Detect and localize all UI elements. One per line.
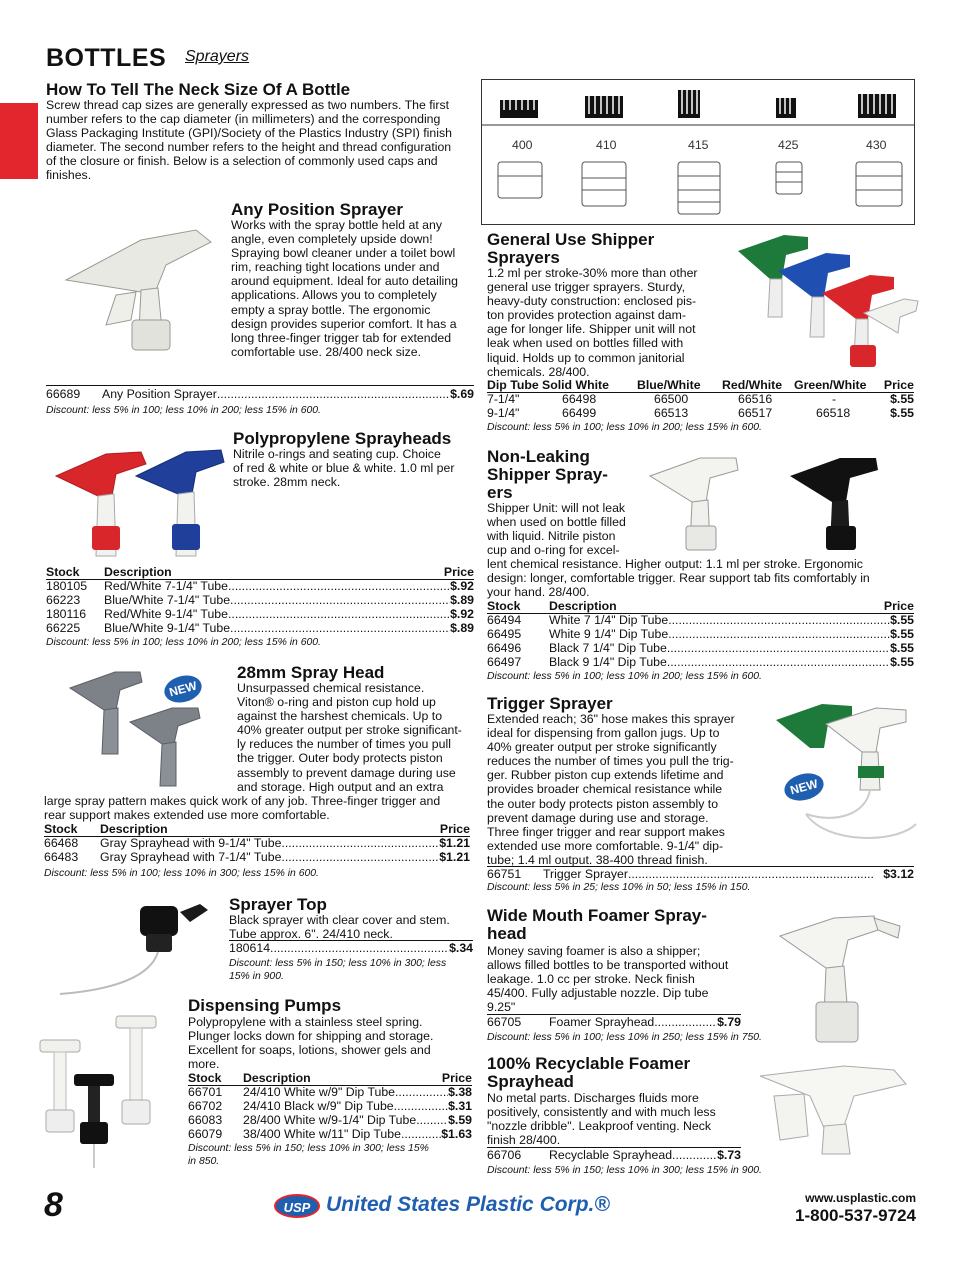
table-row: 66483 Gray Sprayhead with 7-1/4" Tube ..... $1.21 (44, 850, 470, 864)
neck-description: Screw thread cap sizes are generally expressed as two numbers. The first number refers to the cap diameter (in millimeters) and the corresponding Glass Packaging Institute (GPI)/Society of the Plastics Industry (SPI) finish diameter. The second number refers to the height and thread configuration of the closure or finish. Below is a selection of commonly used caps and finishes. (46, 98, 452, 183)
divider (46, 385, 474, 386)
product-row: 180614 ..... $.34 (229, 941, 473, 955)
table-row: 66083 28/400 White w/9-1/4" Dip Tube ..... $.59 (188, 1113, 472, 1127)
table-header: Stock Description Price (188, 1071, 472, 1085)
28mm-description: Unsurpassed chemical resistance. Viton® o-ring and piston cup hold up against the harshest chemicals. Up to 40% greater output per stroke significant- ly reduces the number of times you pull the trigger. Outer body protects piston assembly to prevent damage during use and storage. High output and an extra (237, 681, 462, 794)
28mm-table (44, 836, 470, 864)
table-header: Stock Description Price (487, 599, 914, 613)
page-subtitle: Sprayers (185, 48, 250, 65)
trigger-title: Trigger Sprayer (487, 694, 613, 713)
table-row: 66223 Blue/White 7-1/4" Tube ..... $.89 (46, 593, 474, 607)
polypropylene-table (46, 579, 474, 635)
trigger-description: Extended reach; 36" hose makes this sprayer ideal for dispensing from gallon jugs. Up to 40% greater output per stroke significantly reduces the number of times you pull the trig- ger. Rubber piston cup extends lifetime and provides broader chemical resistance while the outer body protects piston assembly to prevent damage during use and storage. Three finger trigger and rear support makes extended use more comfortable. 9-1/4" dip- tube; 1.4 ml output. 38-400 thread finish. (487, 712, 735, 867)
cap-410-icon (585, 96, 623, 118)
table-row: 66079 38/400 White w/11" Dip Tube ..... $1.63 (188, 1127, 472, 1141)
table-row: 9-1/4" 66499 66513 66517 66518 $.55 (487, 406, 914, 421)
discount-note: Discount: less 5% in 100; less 10% in 200; less 15% in 600. (46, 405, 321, 416)
foamer-description: Money saving foamer is also a shipper; allows filled bottles to be transported without leakage. 1.0 cc per stroke. Neck finish 45/400. Fully adjustable nozzle. Dip tube 9.25" (487, 944, 729, 1015)
usp-logo-text: USP (283, 1200, 311, 1215)
discount-note: Discount: less 5% in 150; less 10% in 300; less 15% in 900. (487, 1165, 762, 1176)
product-row: 66751 Trigger Sprayer ..... $3.12 (487, 867, 914, 881)
sprayer-top-description: Black sprayer with clear cover and stem. Tube approx. 6". 24/410 neck. (229, 913, 450, 942)
neck-size-430: 430 (866, 138, 887, 152)
cap-430-icon (858, 94, 896, 118)
recyclable-description: No metal parts. Discharges fluids more positively, consistently and with much less "nozzle dribble". Leakproof venting. Neck finish 28/400. (487, 1091, 716, 1148)
table-row: 66496 Black 7 1/4" Dip Tube ..... $.55 (487, 641, 914, 655)
website-url: www.usplastic.com (805, 1191, 916, 1205)
general-title: General Use Shipper Sprayers (487, 230, 655, 267)
table-header: Dip Tube Solid White Blue/White Red/White Green/White Price (487, 378, 914, 392)
table-row: 66701 24/410 White w/9" Dip Tube ..... $.38 (188, 1085, 472, 1099)
polypropylene-sprayheads-image (46, 436, 230, 562)
general-table (487, 392, 914, 420)
discount-note: Discount: less 5% in 100; less 10% in 200; less 15% in 600. (487, 671, 762, 682)
nonleak-table (487, 613, 914, 669)
new-badge-label: NEW (788, 776, 820, 798)
general-description: 1.2 ml per stroke-30% more than other general use trigger sprayers. Sturdy, heavy-duty construction: enclosed pis- ton provides protection against dam- age for longer life. Shipper unit will not leak when used on bottles filled with liquid. Holds up to common janitorial chemicals. 28/400. (487, 266, 698, 379)
table-header: Stock Description Price (44, 822, 470, 836)
table-row: 7-1/4" 66498 66500 66516 - $.55 (487, 392, 914, 406)
any-position-description: Works with the spray bottle held at any angle, even completely upside down! Spraying bowl cleaner under a toilet bowl rim, reaching tight locations under and around equipment. Ideal for auto detailing applications. Allows you to completely empty a spray bottle. The ergonomic design provides superior comfort. It has a long three-finger trigger tab for extended comfortable use. 28/400 neck size. (231, 218, 458, 359)
page-title: BOTTLES (46, 44, 167, 72)
28mm-description-wide: large spray pattern makes quick work of any job. Three-finger trigger and rear support makes extended use more comfortable. (44, 794, 441, 823)
discount-note: Discount: less 5% in 100; less 10% in 200; less 15% in 600. (46, 637, 321, 648)
neck-title: How To Tell The Neck Size Of A Bottle (46, 80, 351, 99)
trigger-sprayer-image (766, 694, 926, 854)
polypropylene-description: Nitrile o-rings and seating cup. Choice of red & white or blue & white. 1.0 ml per stroke. 28mm neck. (233, 447, 455, 490)
foamer-sprayhead-image (770, 906, 920, 1054)
neck-size-400: 400 (512, 138, 533, 152)
table-row: 180116 Red/White 9-1/4" Tube ..... $.92 (46, 607, 474, 621)
table-row: 66497 Black 9 1/4" Dip Tube ..... $.55 (487, 655, 914, 669)
cap-415-icon (678, 90, 700, 118)
general-shipper-image (724, 227, 920, 377)
any-position-sprayer-image (46, 210, 226, 360)
cap-425-icon (776, 98, 796, 118)
table-row: 180105 Red/White 7-1/4" Tube ..... $.92 (46, 579, 474, 593)
phone-number: 1-800-537-9724 (795, 1206, 916, 1225)
neck-size-425: 425 (778, 138, 799, 152)
table-row: 66468 Gray Sprayhead with 9-1/4" Tube ..... $1.21 (44, 836, 470, 850)
foamer-title: Wide Mouth Foamer Spray- head (487, 906, 707, 943)
table-row: 66702 24/410 Black w/9" Dip Tube ..... $.31 (188, 1099, 472, 1113)
discount-note: Discount: less 5% in 100; less 10% in 250; less 15% in 750. (487, 1032, 762, 1043)
section-tab (0, 103, 38, 179)
pumps-table (188, 1085, 472, 1141)
pumps-title: Dispensing Pumps (188, 996, 342, 1015)
new-badge-label: NEW (167, 678, 199, 700)
dispensing-pumps-image (20, 1010, 186, 1170)
discount-note: Discount: less 5% in 150; less 10% in 300; less 15% in 900. (229, 958, 447, 982)
table-row: 66494 White 7 1/4" Dip Tube ..... $.55 (487, 613, 914, 627)
nonleak-description-wide: lent chemical resistance. Higher output: 1.1 ml per stroke. Ergonomic design: longer, comfortable trigger. Rear support tab fits comfortably in your hand. 28/400. (487, 557, 870, 600)
nonleak-title: Non-Leaking Shipper Spray- ers (487, 447, 608, 502)
discount-note: Discount: less 5% in 150; less 10% in 300; less 15% in 850. (188, 1143, 429, 1167)
sprayer-top-title: Sprayer Top (229, 895, 327, 914)
product-row: 66705 Foamer Sprayhead ..... $.79 (487, 1015, 741, 1029)
discount-note: Discount: less 5% in 100; less 10% in 300; less 15% in 600. (44, 868, 319, 879)
table-row: 66495 White 9 1/4" Dip Tube ..... $.55 (487, 627, 914, 641)
nonleak-description: Shipper Unit: will not leak when used on bottle filled with liquid. Nitrile piston cup and o-ring for excel- (487, 501, 626, 558)
cap-400-icon (500, 100, 538, 118)
product-row: 66689 Any Position Sprayer ..... $.69 (46, 387, 474, 401)
discount-note: Discount: less 5% in 25; less 10% in 50; less 15% in 150. (487, 882, 751, 893)
table-header: Stock Description Price (46, 565, 474, 579)
pumps-description: Polypropylene with a stainless steel spring. Plunger locks down for shipping and storage. Excellent for soaps, lotions, shower gels and more. (188, 1015, 434, 1072)
neck-size-415: 415 (688, 138, 709, 152)
polypropylene-title: Polypropylene Sprayheads (233, 429, 452, 448)
neck-size-410: 410 (596, 138, 617, 152)
page-number: 8 (44, 1186, 63, 1224)
discount-note: Discount: less 5% in 100; less 10% in 200; less 15% in 600. (487, 422, 762, 433)
recyclable-title: 100% Recyclable Foamer Sprayhead (487, 1054, 691, 1091)
nonleak-sprayer-image (640, 446, 922, 556)
usp-logo (274, 1194, 320, 1218)
table-row: 66225 Blue/White 9-1/4" Tube ..... $.89 (46, 621, 474, 635)
recyclable-sprayhead-image (744, 1056, 920, 1162)
sprayer-top-image (50, 898, 226, 998)
any-position-title: Any Position Sprayer (231, 200, 403, 219)
company-name: United States Plastic Corp.® (326, 1193, 610, 1216)
28mm-title: 28mm Spray Head (237, 663, 385, 682)
product-row: 66706 Recyclable Sprayhead ..... $.73 (487, 1148, 741, 1162)
neck-size-diagram (481, 79, 915, 225)
